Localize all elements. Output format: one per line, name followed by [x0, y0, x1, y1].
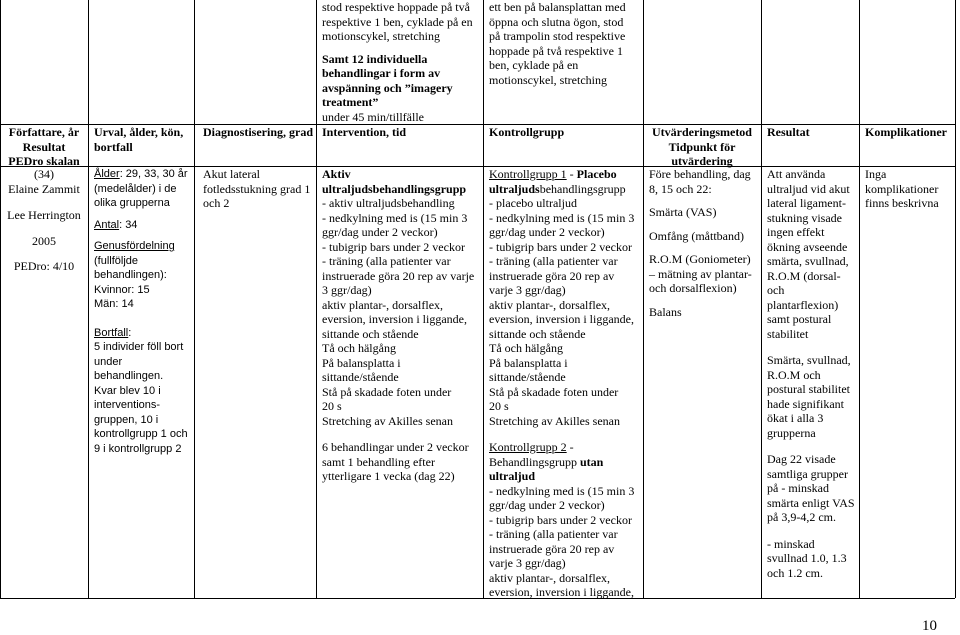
author-name: Elaine Zammit: [8, 181, 80, 196]
text-line: samt 1 behandling efter: [322, 454, 435, 469]
text-line: eversion, inversion i liggande,: [322, 312, 467, 326]
column-divider: [316, 0, 317, 598]
spacer: [0, 223, 88, 234]
text-line: sittande och stående: [489, 326, 586, 341]
group-sep: -: [566, 167, 577, 181]
header-result: [767, 125, 857, 140]
text-line: - nedkylning med is (15 min 3: [322, 210, 468, 225]
control-group-2-title: [489, 440, 641, 455]
text-line: Stretching av Akilles senan: [322, 413, 453, 428]
text-line: - nedkylning med is (15 min 3: [489, 210, 635, 225]
text-line: - träning (alla patienter var: [489, 254, 618, 268]
spacer: [767, 440, 857, 452]
text-line: ggr/dag under 2 veckor): [322, 225, 438, 239]
evaluation-method: Omfång (måttband): [649, 228, 744, 243]
count-entry: [94, 218, 192, 233]
group-sep: -: [566, 440, 574, 454]
intervention-title: Aktiv: [322, 167, 351, 181]
text-line: aktiv plantar-, dorsalflex,: [489, 297, 611, 312]
text-line: På balansplatta i: [322, 355, 401, 370]
gender-label: Genusfördelning: [94, 240, 175, 252]
text-line: Tå och hälgång: [322, 341, 396, 355]
spacer: [322, 428, 480, 440]
header-text: bortfall: [94, 139, 133, 154]
count-label: Antal: [94, 218, 120, 231]
page-number: 10: [922, 618, 937, 634]
text-line: - aktiv ultraljudsbehandling: [322, 196, 455, 210]
text-line: treatment”: [322, 95, 379, 109]
spacer: [649, 220, 759, 229]
group-name: utan: [580, 454, 604, 469]
header-text: Diagnostisering, grad: [203, 125, 314, 139]
text-line: - nedkylning med is (15 min 3: [489, 483, 635, 498]
spacer: [767, 525, 857, 537]
result-text: Att använda ultraljud vid akut lateral ligament-stukning visade ingen effekt ökning avseende smärta, svullnad, R.O.M (dorsal-och plantarflexion) samt postural stabilitet: [767, 167, 850, 341]
evaluation-method: Smärta (VAS): [649, 205, 717, 219]
text-line: - träning (alla patienter var: [322, 254, 451, 268]
text-line: sittande/stående: [489, 370, 566, 384]
column-divider: [194, 0, 195, 598]
text-line: hoppade på två respektive 1: [489, 43, 623, 58]
author-cell: [0, 167, 88, 274]
group-name: Behandlingsgrupp: [489, 454, 580, 469]
text-line: 3 ggr/dag): [322, 283, 372, 297]
control-group-2-title: [489, 455, 641, 470]
text-line: sittande och stående: [322, 326, 419, 341]
column-divider: [483, 0, 484, 598]
age-label: Ålder: [94, 168, 120, 180]
intervention-cell: [322, 167, 480, 484]
table-border-bottom: [0, 598, 955, 599]
text-line: instruerade göra 20 rep av: [489, 541, 615, 556]
spacer: [767, 341, 857, 353]
men-count: Män: 14: [94, 298, 134, 310]
text-line: motionscykel, stretching: [322, 29, 440, 43]
complications-cell: [865, 167, 953, 211]
intervention-continuation: [322, 0, 480, 124]
gender-entry: [94, 239, 192, 283]
dropout-colon: :: [128, 326, 132, 339]
text-line: ytterligare 1 vecka (dag 22): [322, 469, 455, 483]
text-line: motionscykel, stretching: [489, 72, 607, 87]
table-border-right: [955, 0, 956, 598]
header-text: Intervention, tid: [322, 125, 406, 139]
header-evaluation: [643, 125, 761, 169]
text-line: respektive 1 ben, cyklade på en: [322, 14, 473, 29]
women-count: Kvinnor: 15: [94, 283, 150, 296]
text-line: - tubigrip bars under 2 veckor: [489, 512, 632, 527]
header-text: Författare, år: [8, 125, 80, 139]
spacer: [94, 312, 192, 326]
text-line: stod respektive hoppade på två: [322, 0, 470, 14]
column-divider: [88, 0, 89, 598]
text-line: avspänning och ”imagery: [322, 80, 453, 95]
evaluation-method: Balans: [649, 304, 682, 319]
study-year: 2005: [32, 233, 56, 248]
header-text: Resultat: [22, 139, 66, 154]
diagnosis-text: Akut lateral fotledsstukning grad 1 och 2: [203, 167, 311, 210]
spacer: [94, 232, 192, 239]
spacer: [649, 196, 759, 205]
text-line: eversion, inversion i liggande,: [489, 312, 634, 326]
spacer: [649, 296, 759, 305]
text-line: 6 behandlingar under 2 veckor: [322, 440, 469, 454]
text-line: behandlingar i form av: [322, 66, 441, 80]
result-cell: [767, 167, 857, 580]
study-id: (34): [34, 167, 54, 181]
spacer: [649, 243, 759, 252]
text-line: under 45 min/tillfälle: [322, 109, 424, 124]
spacer: [489, 428, 641, 440]
header-complications: [865, 125, 955, 140]
spacer: [0, 196, 88, 208]
text-line: - träning (alla patienter var: [489, 527, 618, 541]
text-line: Tå och hälgång: [489, 341, 563, 355]
text-line: Samt 12 individuella: [322, 51, 428, 66]
text-line: - tubigrip bars under 2 veckor: [489, 239, 632, 254]
text-line: på trampolin stod respektive: [489, 29, 626, 43]
header-text: Kontrollgrupp: [489, 125, 565, 139]
header-diagnosis: [203, 125, 323, 140]
group-label: Kontrollgrupp 2: [489, 440, 567, 454]
evaluation-method: R.O.M (Goniometer) – mätning av plantar- och dorsalflexion): [649, 252, 752, 295]
evaluation-cell: [649, 167, 759, 319]
text-line: På balansplatta i: [489, 355, 568, 370]
text-line: öppna och slutna ögon, stod: [489, 14, 624, 29]
text-line: instruerade göra 20 rep av: [489, 268, 615, 283]
dropout-groups: Kvar blev 10 i interventions-gruppen, 10 i kontrollgrupp 1 och 9 i kontrollgrupp 2: [94, 384, 188, 455]
group-label: Kontrollgrupp 1: [489, 167, 567, 181]
text-line: 20 s: [489, 399, 509, 413]
header-intervention: [322, 125, 480, 140]
control-group-1-title: [489, 182, 641, 197]
text-line: Stretching av Akilles senan: [489, 413, 620, 428]
selection-cell: [94, 167, 192, 456]
header-text: Utvärderingsmetod: [652, 125, 752, 139]
intervention-title: ultraljudsbehandlingsgrupp: [322, 181, 467, 196]
column-divider: [761, 0, 762, 598]
text-line: - placebo ultraljud: [489, 196, 577, 210]
spacer: [322, 44, 480, 52]
diagnosis-cell: [203, 167, 313, 211]
age-entry: [94, 167, 192, 211]
text-line: eversion, inversion i liggande,: [489, 585, 634, 599]
text-line: sittande/stående: [322, 370, 399, 384]
header-text: Resultat: [767, 125, 810, 139]
header-text: Tidpunkt för: [668, 139, 736, 154]
group-name: behandlingsgrupp: [539, 181, 626, 196]
header-selection: [94, 125, 192, 154]
header-control: [489, 125, 641, 140]
author-name: Lee Herrington: [7, 208, 81, 222]
text-line: varje 3 ggr/dag): [489, 556, 566, 570]
age-value: : 29, 33, 30 år (medelålder) i de olika grupperna: [94, 168, 188, 209]
result-text: Smärta, svullnad, R.O.M och postural stabilitet hade signifikant ökat i alla 3 grupperna: [767, 353, 851, 440]
column-divider: [859, 0, 860, 598]
dropout-label: Bortfall: [94, 326, 129, 339]
group-name: ultraljuds: [489, 181, 540, 196]
text-line: 20 s: [322, 399, 342, 413]
text-line: Stå på skadade foten under: [322, 384, 452, 399]
header-text: Urval, ålder, kön,: [94, 125, 184, 139]
spacer: [0, 248, 88, 259]
pedro-score: PEDro: 4/10: [13, 259, 75, 273]
text-line: ben, cyklade på en: [489, 58, 579, 72]
text-line: - tubigrip bars under 2 veckor: [322, 239, 465, 254]
text-line: aktiv plantar-, dorsalflex,: [322, 297, 444, 312]
complications-text: Inga komplikationer finns beskrivna: [865, 167, 939, 210]
text-line: Stå på skadade foten under: [489, 384, 619, 399]
header-text: PEDro skalan: [8, 154, 80, 168]
control-continuation: [489, 0, 641, 87]
result-text: - minskad svullnad 1.0, 1.3 och 1.2 cm.: [767, 536, 847, 580]
text-line: instruerade göra 20 rep av varje: [322, 268, 475, 283]
text-line: ett ben på balansplattan med: [489, 0, 626, 14]
text-line: varje 3 ggr/dag): [489, 283, 566, 297]
text-line: ggr/dag under 2 veckor): [489, 498, 605, 512]
count-value: : 34: [119, 218, 138, 231]
control-cell: [489, 167, 641, 600]
text-line: ggr/dag under 2 veckor): [489, 225, 605, 239]
control-group-1-title: [489, 167, 641, 182]
column-divider: [643, 0, 644, 598]
gender-value: (fullföljde behandlingen):: [94, 254, 167, 281]
header-author: [0, 125, 88, 169]
spacer: [94, 211, 192, 218]
group-name: Placebo: [576, 167, 617, 181]
group-name: ultraljud: [489, 469, 536, 483]
header-text: utvärdering: [671, 154, 733, 168]
table-border-left: [0, 0, 1, 598]
text-line: aktiv plantar-, dorsalflex,: [489, 570, 611, 585]
result-text: Dag 22 visade samtliga grupper på - minskad smärta enligt VAS på 3,9-4,2 cm.: [767, 452, 855, 524]
dropout-detail: 5 individer föll bort under behandlingen.: [94, 341, 184, 382]
dropout-entry: [94, 326, 192, 341]
header-text: Komplikationer: [865, 125, 948, 139]
evaluation-timing: Före behandling, dag 8, 15 och 22:: [649, 167, 751, 196]
